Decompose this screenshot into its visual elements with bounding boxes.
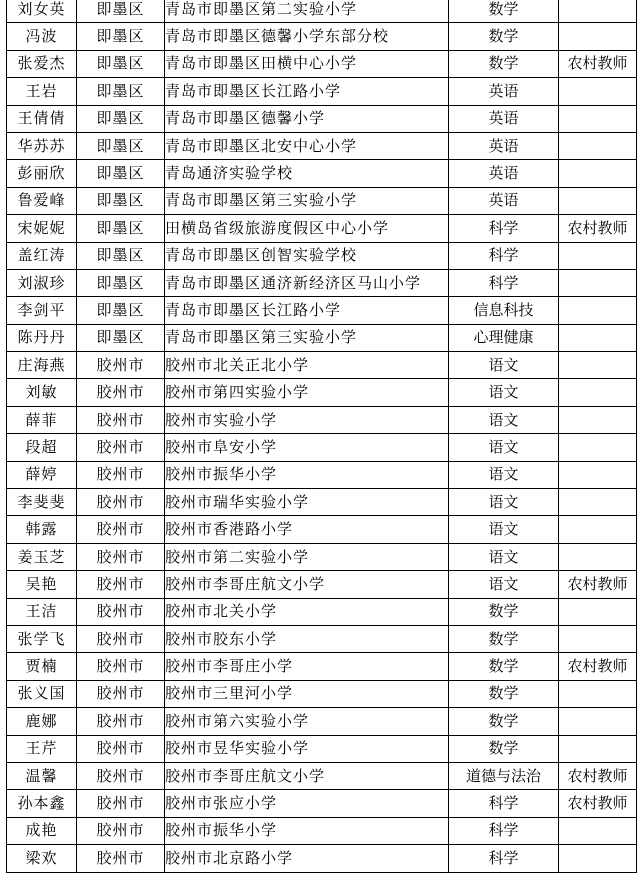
subject: 数学 [449,23,559,50]
table-row [7,23,637,50]
subject: 科学 [449,215,559,242]
table-row [7,653,637,680]
teacher-name: 王倩倩 [7,105,77,132]
table-row [7,187,637,214]
district: 胶州市 [77,845,165,872]
table-row [7,735,637,762]
district: 胶州市 [77,680,165,707]
table-row [7,379,637,406]
note [559,680,637,707]
school: 胶州市瑞华实验小学 [165,489,449,516]
note [559,817,637,844]
teacher-name: 成艳 [7,817,77,844]
table-row [7,352,637,379]
note [559,0,637,23]
table-row [7,680,637,707]
note [559,242,637,269]
subject: 科学 [449,269,559,296]
school: 青岛市即墨区北安中心小学 [165,132,449,159]
district: 即墨区 [77,187,165,214]
school: 青岛市即墨区田横中心小学 [165,50,449,77]
subject: 科学 [449,845,559,872]
note: 农村教师 [559,50,637,77]
school: 胶州市振华小学 [165,817,449,844]
note [559,708,637,735]
subject: 数学 [449,708,559,735]
school: 胶州市李哥庄小学 [165,653,449,680]
roster-body [7,0,637,872]
teacher-name: 张学飞 [7,625,77,652]
note [559,735,637,762]
school: 胶州市第六实验小学 [165,708,449,735]
district: 胶州市 [77,653,165,680]
note [559,625,637,652]
note [559,461,637,488]
note [559,379,637,406]
table-row [7,489,637,516]
school: 田横岛省级旅游度假区中心小学 [165,215,449,242]
school: 青岛市即墨区第三实验小学 [165,187,449,214]
teacher-name: 陈丹丹 [7,324,77,351]
district: 胶州市 [77,790,165,817]
school: 胶州市胶东小学 [165,625,449,652]
school: 胶州市北京路小学 [165,845,449,872]
teacher-name: 鹿娜 [7,708,77,735]
note [559,105,637,132]
table-row [7,571,637,598]
table-row [7,625,637,652]
note [559,324,637,351]
teacher-name: 鲁爱峰 [7,187,77,214]
subject: 数学 [449,50,559,77]
note [559,269,637,296]
teacher-name: 张爱杰 [7,50,77,77]
district: 即墨区 [77,160,165,187]
note [559,160,637,187]
note [559,78,637,105]
subject: 科学 [449,790,559,817]
school: 胶州市北关正北小学 [165,352,449,379]
table-row [7,297,637,324]
teacher-name: 宋妮妮 [7,215,77,242]
teacher-name: 王岩 [7,78,77,105]
school: 胶州市李哥庄航文小学 [165,571,449,598]
note [559,187,637,214]
school: 青岛市即墨区长江路小学 [165,297,449,324]
district: 胶州市 [77,543,165,570]
district: 胶州市 [77,516,165,543]
table-row [7,105,637,132]
teacher-name: 冯波 [7,23,77,50]
subject: 数学 [449,625,559,652]
district: 即墨区 [77,242,165,269]
subject: 语文 [449,434,559,461]
subject: 数学 [449,680,559,707]
note [559,845,637,872]
district: 胶州市 [77,598,165,625]
teacher-name: 韩露 [7,516,77,543]
school: 胶州市香港路小学 [165,516,449,543]
district: 胶州市 [77,434,165,461]
subject: 语文 [449,571,559,598]
table-row [7,324,637,351]
subject: 道德与法治 [449,762,559,789]
district: 胶州市 [77,762,165,789]
note [559,598,637,625]
district: 即墨区 [77,23,165,50]
district: 胶州市 [77,406,165,433]
table-row [7,132,637,159]
table-row [7,516,637,543]
note [559,23,637,50]
subject: 语文 [449,406,559,433]
teacher-name: 温馨 [7,762,77,789]
teacher-name: 盖红涛 [7,242,77,269]
teacher-name: 刘淑珍 [7,269,77,296]
district: 即墨区 [77,215,165,242]
teacher-name: 华苏苏 [7,132,77,159]
note [559,406,637,433]
teacher-name: 张义国 [7,680,77,707]
teacher-name: 王洁 [7,598,77,625]
teacher-name: 姜玉芝 [7,543,77,570]
note [559,434,637,461]
note [559,297,637,324]
subject: 语文 [449,543,559,570]
district: 胶州市 [77,735,165,762]
note [559,489,637,516]
teacher-name: 彭丽欣 [7,160,77,187]
table-row [7,845,637,872]
district: 即墨区 [77,269,165,296]
district: 即墨区 [77,50,165,77]
table-row [7,598,637,625]
district: 即墨区 [77,324,165,351]
subject: 数学 [449,0,559,23]
school: 青岛市即墨区德馨小学 [165,105,449,132]
subject: 科学 [449,817,559,844]
subject: 英语 [449,105,559,132]
school: 胶州市第四实验小学 [165,379,449,406]
subject: 数学 [449,598,559,625]
teacher-name: 庄海燕 [7,352,77,379]
school: 青岛市即墨区长江路小学 [165,78,449,105]
table-row [7,50,637,77]
district: 即墨区 [77,297,165,324]
district: 胶州市 [77,461,165,488]
subject: 英语 [449,160,559,187]
table-row [7,406,637,433]
subject: 信息科技 [449,297,559,324]
note: 农村教师 [559,790,637,817]
teacher-name: 梁欢 [7,845,77,872]
table-row [7,762,637,789]
school: 胶州市张应小学 [165,790,449,817]
district: 即墨区 [77,132,165,159]
subject: 语文 [449,379,559,406]
subject: 英语 [449,187,559,214]
school: 胶州市昱华实验小学 [165,735,449,762]
table-row [7,269,637,296]
district: 胶州市 [77,571,165,598]
district: 胶州市 [77,708,165,735]
teacher-name: 王芹 [7,735,77,762]
district: 胶州市 [77,489,165,516]
district: 胶州市 [77,352,165,379]
school: 胶州市振华小学 [165,461,449,488]
table-row [7,78,637,105]
school: 青岛市即墨区第三实验小学 [165,324,449,351]
teacher-name: 刘敏 [7,379,77,406]
teacher-roster-table [6,0,637,873]
district: 即墨区 [77,0,165,23]
table-row [7,461,637,488]
subject: 语文 [449,516,559,543]
subject: 语文 [449,489,559,516]
table-row [7,242,637,269]
subject: 数学 [449,735,559,762]
teacher-name: 孙本鑫 [7,790,77,817]
note [559,352,637,379]
district: 胶州市 [77,625,165,652]
note [559,516,637,543]
district: 胶州市 [77,817,165,844]
subject: 科学 [449,242,559,269]
district: 即墨区 [77,78,165,105]
school: 青岛市即墨区第二实验小学 [165,0,449,23]
school: 胶州市三里河小学 [165,680,449,707]
table-row [7,434,637,461]
teacher-name: 薛菲 [7,406,77,433]
table-row [7,708,637,735]
teacher-name: 吴艳 [7,571,77,598]
district: 胶州市 [77,379,165,406]
table-row [7,817,637,844]
subject: 心理健康 [449,324,559,351]
note: 农村教师 [559,762,637,789]
school: 胶州市实验小学 [165,406,449,433]
note: 农村教师 [559,571,637,598]
note: 农村教师 [559,653,637,680]
district: 即墨区 [77,105,165,132]
table-row [7,215,637,242]
school: 胶州市阜安小学 [165,434,449,461]
subject: 语文 [449,461,559,488]
school: 胶州市北关小学 [165,598,449,625]
subject: 英语 [449,132,559,159]
table-row [7,0,637,23]
school: 青岛市即墨区创智实验学校 [165,242,449,269]
teacher-name: 薛婷 [7,461,77,488]
school: 胶州市第二实验小学 [165,543,449,570]
teacher-name: 李剑平 [7,297,77,324]
teacher-name: 贾楠 [7,653,77,680]
subject: 语文 [449,352,559,379]
note [559,543,637,570]
school: 青岛市即墨区德馨小学东部分校 [165,23,449,50]
table-row [7,160,637,187]
school: 胶州市李哥庄航文小学 [165,762,449,789]
school: 青岛市即墨区通济新经济区马山小学 [165,269,449,296]
note: 农村教师 [559,215,637,242]
subject: 英语 [449,78,559,105]
teacher-name: 李斐斐 [7,489,77,516]
table-row [7,543,637,570]
note [559,132,637,159]
subject: 数学 [449,653,559,680]
teacher-name: 刘女英 [7,0,77,23]
school: 青岛通济实验学校 [165,160,449,187]
teacher-name: 段超 [7,434,77,461]
table-row [7,790,637,817]
